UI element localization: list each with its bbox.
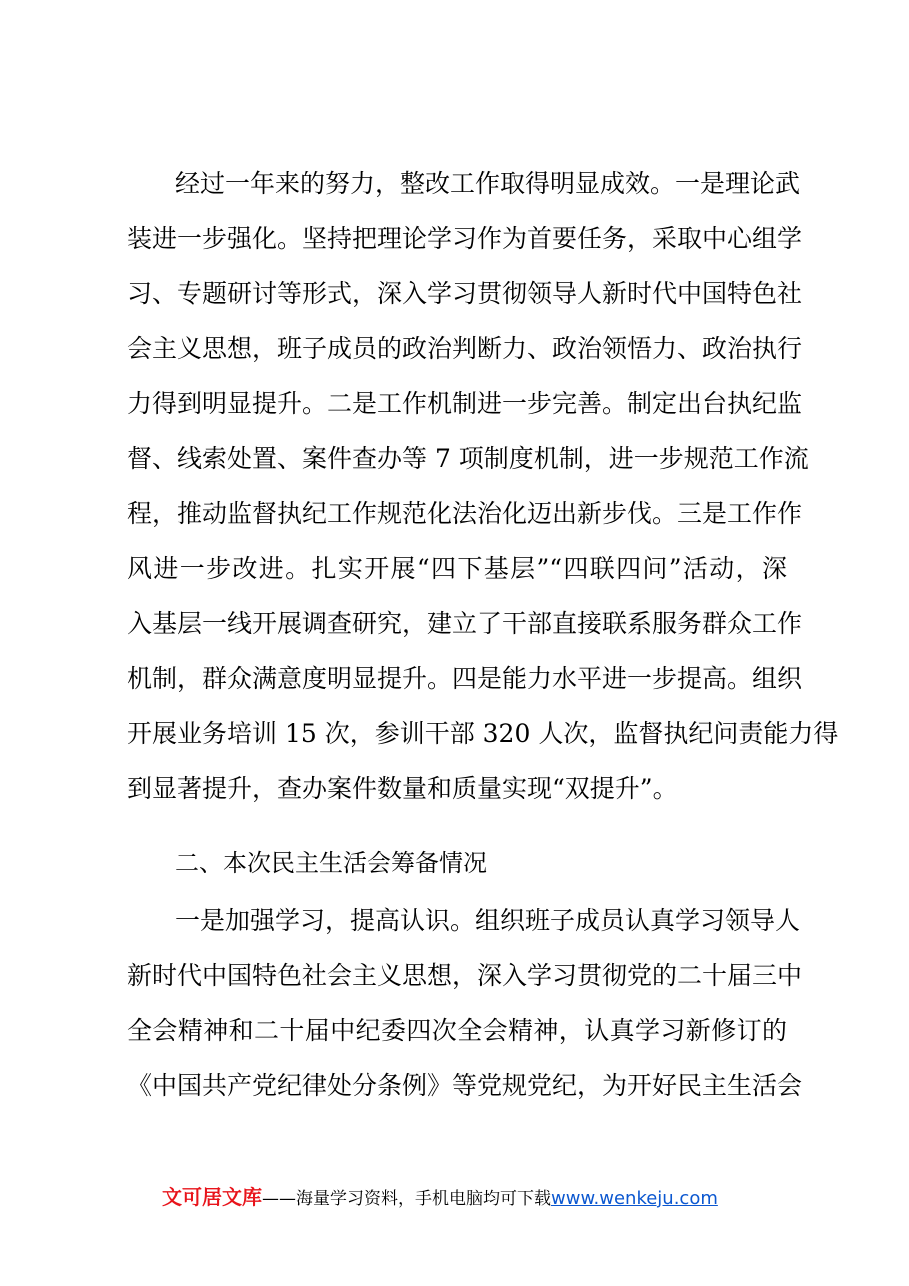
paragraph-1-line-1: 经过一年来的努力，整改工作取得明显成效。一是理论武 bbox=[175, 169, 801, 198]
paragraph-1-line-3: 习、专题研讨等形式，深入学习贯彻领导人新时代中国特色社 bbox=[127, 279, 803, 308]
paragraph-2-line-4: 《中国共产党纪律处分条例》等党规党纪，为开好民主生活会 bbox=[127, 1071, 803, 1100]
paragraph-1-line-2: 装进一步强化。坚持把理论学习作为首要任务，采取中心组学 bbox=[127, 224, 803, 253]
paragraph-1-line-5: 力得到明显提升。二是工作机制进一步完善。制定出台执纪监 bbox=[127, 389, 803, 418]
footer-link[interactable]: www.wenkeju.com bbox=[551, 1188, 718, 1209]
paragraph-2-line-2: 新时代中国特色社会主义思想，深入学习贯彻党的二十届三中 bbox=[127, 961, 803, 990]
footer-banner bbox=[162, 1182, 718, 1212]
paragraph-1-line-9: 入基层一线开展调查研究，建立了干部直接联系服务群众工作 bbox=[127, 609, 803, 638]
paragraph-1-line-12: 到显著提升，查办案件数量和质量实现“双提升”。 bbox=[127, 774, 678, 803]
section-heading: 二、本次民主生活会筹备情况 bbox=[175, 849, 487, 877]
paragraph-1-line-8: 风进一步改进。扎实开展“四下基层”“四联四问”活动，深 bbox=[127, 554, 787, 583]
paragraph-2-line-1: 一是加强学习，提高认识。组织班子成员认真学习领导人 bbox=[175, 906, 801, 935]
paragraph-1-line-6: 督、线索处置、案件查办等 7 项制度机制，进一步规范工作流 bbox=[127, 444, 809, 473]
paragraph-1-line-4: 会主义思想，班子成员的政治判断力、政治领悟力、政治执行 bbox=[127, 334, 803, 363]
footer-tagline: ——海量学习资料，手机电脑均可下载 bbox=[262, 1189, 551, 1209]
paragraph-1-line-7: 程，推动监督执纪工作规范化法治化迈出新步伐。三是工作作 bbox=[127, 499, 803, 528]
paragraph-2-line-3: 全会精神和二十届中纪委四次全会精神，认真学习新修订的 bbox=[127, 1016, 787, 1045]
footer-brand: 文可居文库 bbox=[162, 1185, 262, 1209]
paragraph-1-line-11: 开展业务培训 15 次，参训干部 320 人次，监督执纪问责能力得 bbox=[127, 719, 839, 748]
paragraph-1-line-10: 机制，群众满意度明显提升。四是能力水平进一步提高。组织 bbox=[127, 664, 803, 693]
